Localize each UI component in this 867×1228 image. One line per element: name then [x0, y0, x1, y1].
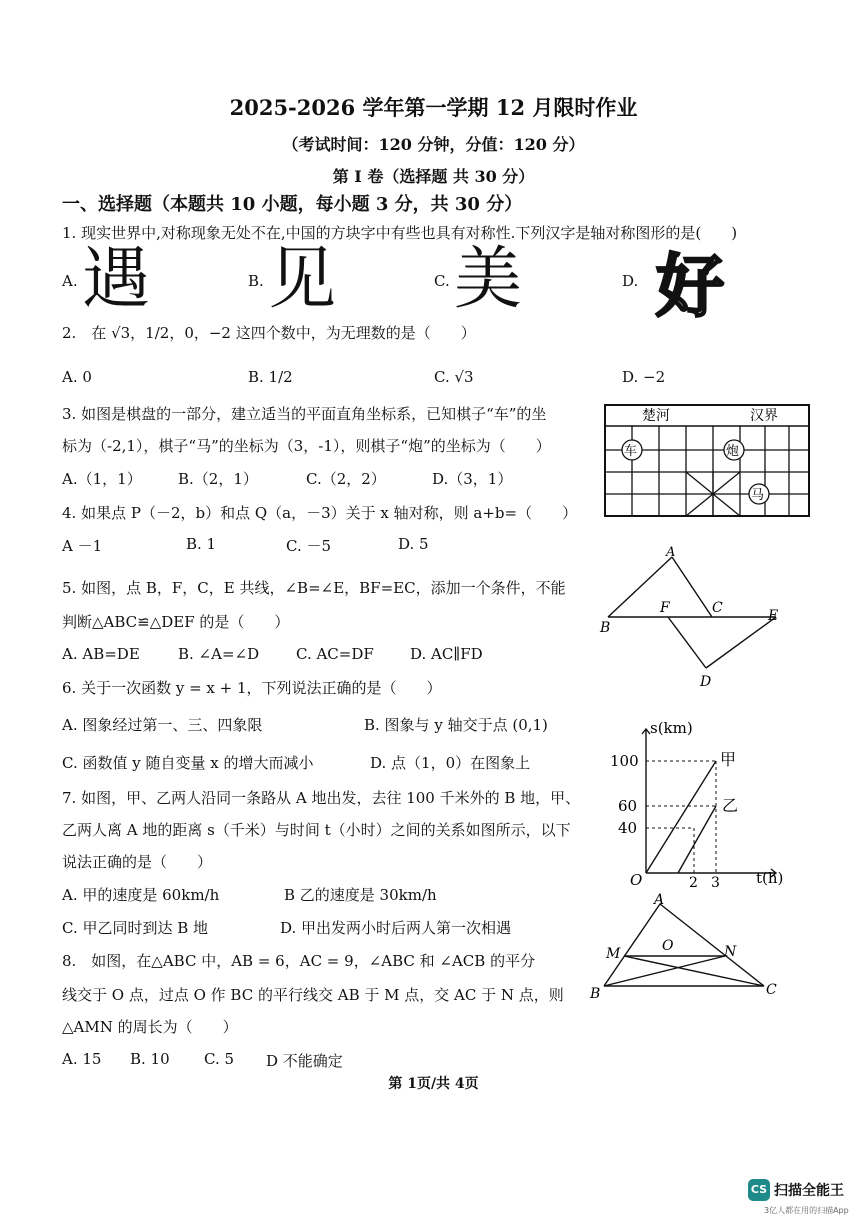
- q7-option-a: A. 甲的速度是 60km/h: [62, 886, 220, 904]
- page-title: 2025-2026 学年第一学期 12 月限时作业: [229, 95, 638, 120]
- series-jia-label: 甲: [720, 750, 737, 769]
- line-yi: [678, 806, 716, 873]
- q1-option-a-label: A.: [62, 272, 78, 290]
- q3-option-b: B.（2，1）: [178, 470, 258, 488]
- q3-option-d: D.（3，1）: [432, 470, 513, 488]
- part-heading: 一、选择题（本题共 10 小题，每小题 3 分，共 30 分）: [62, 194, 523, 215]
- question-7-line3: 说法正确的是（ ）: [62, 853, 213, 871]
- q1-option-d-label: D.: [622, 272, 639, 290]
- label-a: A: [666, 545, 676, 560]
- q1-option-c-label: C.: [434, 272, 450, 290]
- line-jia: [646, 761, 716, 873]
- label-c: C: [766, 982, 777, 998]
- label-e: E: [768, 608, 779, 624]
- q2-option-a: A. 0: [62, 368, 92, 386]
- x-tick-2: 2: [689, 875, 698, 891]
- question-8-line1: 8. 如图，在△ABC 中，AB = 6，AC = 9，∠ABC 和 ∠ACB 的平分: [62, 952, 536, 970]
- question-1-text: 1. 现实世界中,对称现象无处不在,中国的方块字中有些也具有对称性.下列汉字是轴对称图形的是( ): [62, 224, 738, 242]
- q6-option-a: A. 图象经过第一、三、四象限: [62, 716, 263, 734]
- series-yi-label: 乙: [722, 796, 739, 815]
- q1-option-b-label: B.: [248, 272, 264, 290]
- question-3-line2: 标为（-2,1），棋子“马”的坐标为（3，-1），则棋子“炮”的坐标为（ ）: [62, 437, 551, 455]
- q6-option-b: B. 图象与 y 轴交于点 (0,1): [364, 716, 548, 734]
- q1-option-a-char: 遇: [82, 240, 151, 319]
- question-5-line2: 判断△ABC≌△DEF 的是（ ）: [62, 613, 290, 631]
- q1-option-b-char: 见: [268, 240, 337, 319]
- triangles-figure: [596, 542, 792, 692]
- q2-option-c: C. √3: [434, 368, 474, 386]
- label-d: D: [700, 674, 712, 690]
- piece-che: 车: [624, 444, 638, 459]
- camscanner-logo-icon: CS: [748, 1179, 770, 1201]
- q4-option-c: C. －5: [286, 537, 332, 555]
- label-b: B: [600, 620, 611, 636]
- q7-option-d: D. 甲出发两小时后两人第一次相遇: [280, 919, 512, 937]
- q4-option-d: D. 5: [398, 535, 429, 553]
- q4-option-b: B. 1: [186, 535, 217, 553]
- label-b: B: [590, 986, 601, 1002]
- q5-option-a: A. AB=DE: [62, 645, 140, 663]
- q6-option-d: D. 点（1，0）在图象上: [370, 754, 531, 772]
- question-8-line2: 线交于 O 点，过点 O 作 BC 的平行线交 AB 于 M 点，交 AC 于 N 点，则: [62, 986, 564, 1004]
- q1-option-c-char: 美: [454, 240, 523, 319]
- question-7-line2: 乙两人离 A 地的距离 s（千米）与时间 t（小时）之间的关系如图所示，以下: [62, 821, 571, 839]
- chessboard-figure: [602, 402, 814, 520]
- q8-option-b: B. 10: [130, 1050, 170, 1068]
- q2-option-b: B. 1/2: [248, 368, 293, 386]
- exam-info: （考试时间：120 分钟，分值：120 分）: [282, 135, 585, 154]
- label-m: M: [606, 946, 621, 962]
- section-title: 第 I 卷（选择题 共 30 分）: [332, 167, 535, 186]
- y-axis-label: s(km): [650, 719, 693, 737]
- triangle-amn-figure: [588, 890, 788, 1002]
- camscanner-tagline: 3亿人都在用的扫描App: [764, 1206, 849, 1215]
- piece-ma: 马: [751, 488, 765, 503]
- label-n: N: [724, 944, 737, 960]
- q6-option-c: C. 函数值 y 随自变量 x 的增大而减小: [62, 754, 314, 772]
- q4-option-a: A －1: [62, 537, 103, 555]
- q1-option-d-char: 好: [656, 248, 725, 327]
- x-tick-3: 3: [711, 875, 720, 891]
- label-f: F: [660, 600, 670, 616]
- label-a: A: [654, 892, 665, 908]
- origin-label: O: [630, 871, 643, 889]
- q5-option-b: B. ∠A=∠D: [178, 645, 260, 663]
- q7-option-b: B 乙的速度是 30km/h: [284, 886, 437, 904]
- question-3-line1: 3. 如图是棋盘的一部分，建立适当的平面直角坐标系，已知棋子“车”的坐: [62, 405, 547, 423]
- page-number: 第 1页/共 4页: [388, 1076, 479, 1092]
- y-tick-100: 100: [610, 752, 639, 770]
- distance-time-graph: [600, 715, 796, 891]
- question-6-text: 6. 关于一次函数 y = x + 1，下列说法正确的是（ ）: [62, 679, 442, 697]
- piece-pao: 炮: [726, 444, 740, 459]
- question-8-line3: △AMN 的周长为（ ）: [62, 1018, 238, 1036]
- q2-option-d: D. −2: [622, 368, 666, 386]
- q5-option-d: D. AC∥FD: [410, 645, 483, 663]
- q8-option-d: D 不能确定: [266, 1052, 343, 1070]
- river-left-label: 楚河: [642, 408, 670, 424]
- label-c: C: [712, 600, 723, 616]
- camscanner-name: 扫描全能王: [774, 1183, 844, 1199]
- q8-option-c: C. 5: [204, 1050, 235, 1068]
- question-2-text: 2. 在 √3，1/2，0，−2 这四个数中，为无理数的是（ ）: [62, 324, 476, 342]
- q7-option-c: C. 甲乙同时到达 B 地: [62, 919, 209, 937]
- question-5-line1: 5. 如图，点 B，F，C，E 共线，∠B=∠E，BF=EC，添加一个条件，不能: [62, 579, 566, 597]
- q8-option-a: A. 15: [62, 1050, 102, 1068]
- question-4-text: 4. 如果点 P（－2，b）和点 Q（a，－3）关于 x 轴对称，则 a+b=（ ）: [62, 504, 578, 522]
- x-axis-label: t(h): [756, 869, 784, 887]
- q3-option-a: A.（1，1）: [62, 470, 142, 488]
- y-tick-60: 60: [618, 797, 638, 815]
- q3-option-c: C.（2，2）: [306, 470, 386, 488]
- label-o: O: [662, 938, 674, 954]
- q5-option-c: C. AC=DF: [296, 645, 374, 663]
- question-7-line1: 7. 如图，甲、乙两人沿同一条路从 A 地出发，去往 100 千米外的 B 地，甲、: [62, 789, 581, 807]
- y-tick-40: 40: [618, 819, 638, 837]
- river-right-label: 汉界: [750, 408, 778, 424]
